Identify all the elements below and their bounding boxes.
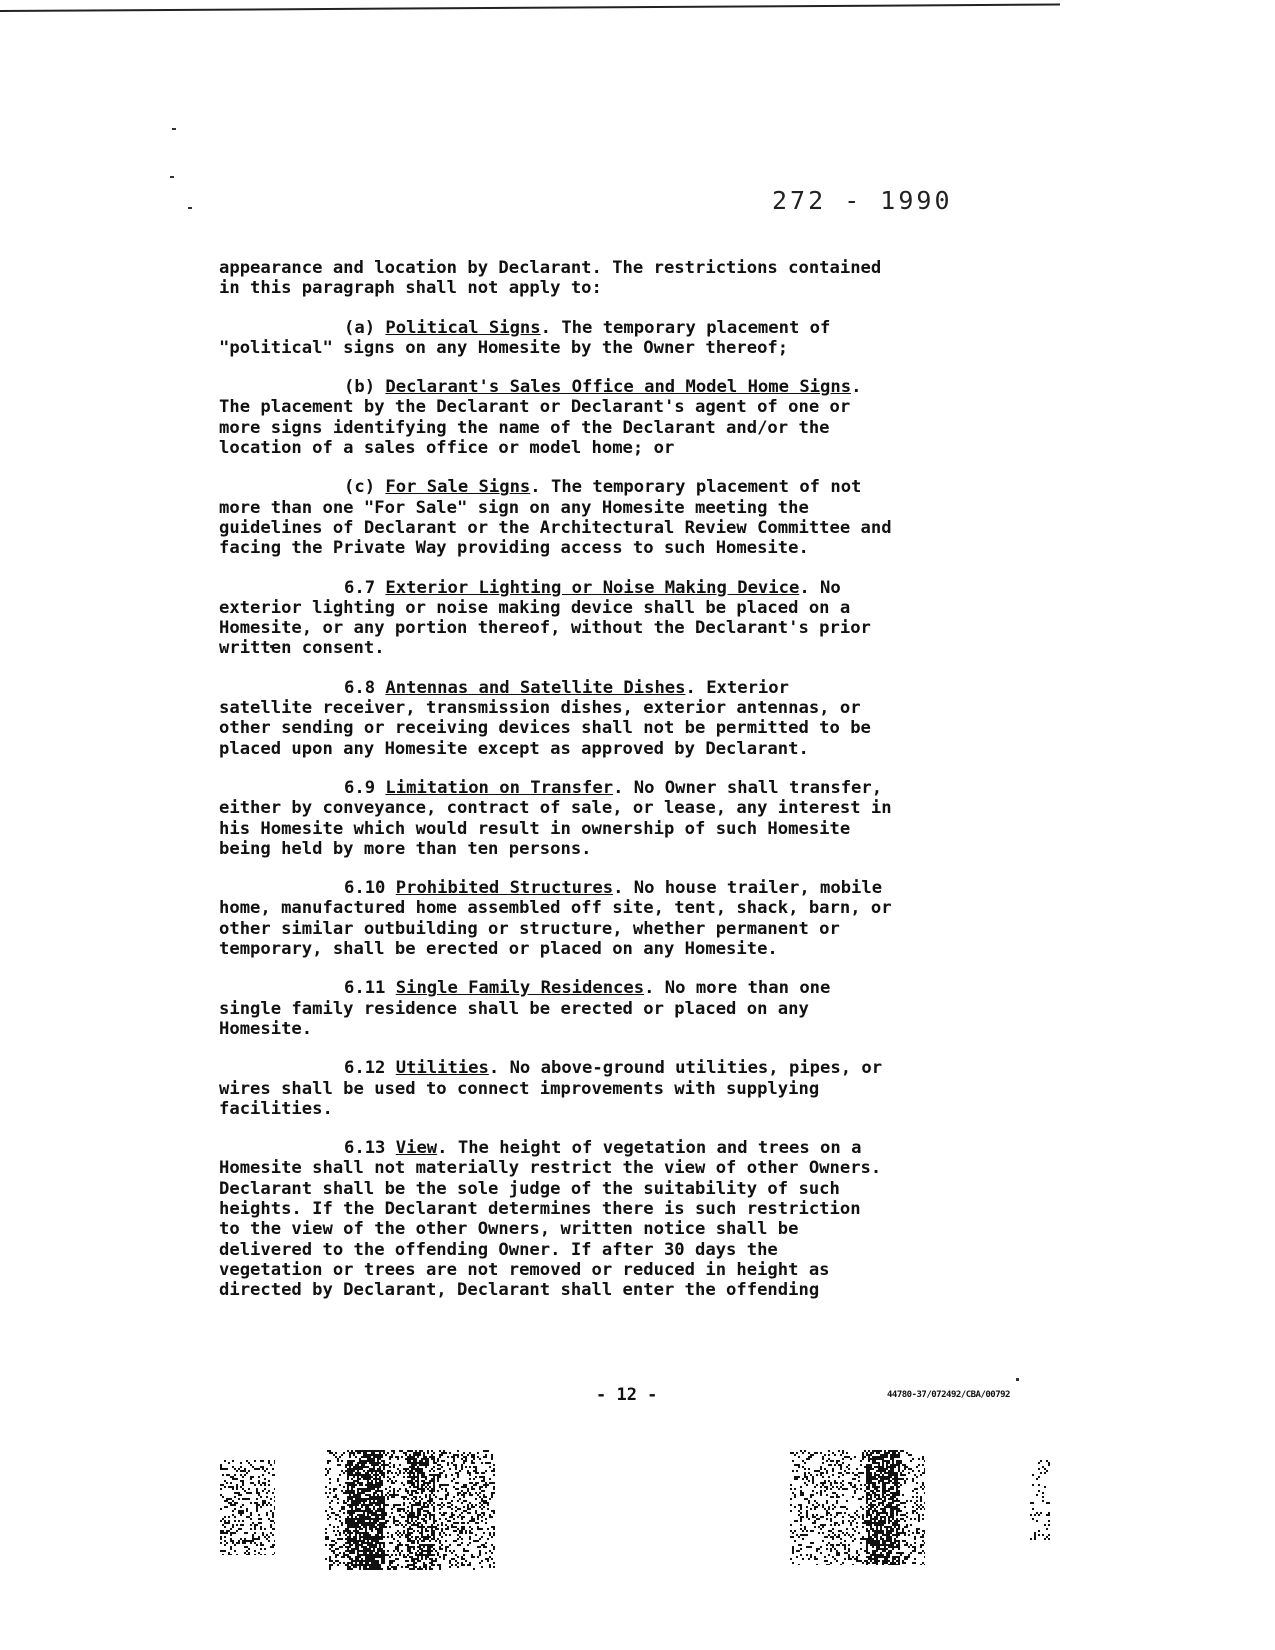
paragraph-text: . The height of vegetation and trees on a Homesite shall not materially restrict the view of other Owners. Declarant shall be the sole judge of the suitability of such heights. If the Declarant determines there is such restriction to the view of the other Owners, written notice shall be delivered to the offending Owner. If after 30 days the vegetation or trees are not removed or reduced in height as directed by Declarant, Declarant shall enter the offending <box>219 1138 882 1301</box>
section-number: 6.9 <box>344 777 386 798</box>
section-number: 6.13 <box>344 1138 396 1159</box>
page-number: - 12 - <box>596 1385 658 1405</box>
paragraph-text: . No more than one single family residence shall be erected or placed on any Homesite. <box>219 978 831 1039</box>
paragraph-6-7 <box>219 578 1039 659</box>
section-heading: Declarant's Sales Office and Model Home Signs <box>385 377 852 398</box>
document-body <box>219 258 1039 1319</box>
paragraph-6-8 <box>219 678 1039 759</box>
scan-noise-right-edge <box>1030 1460 1050 1540</box>
section-heading: Exterior Lighting or Noise Making Device <box>385 577 800 598</box>
scan-speck <box>172 128 176 130</box>
section-number: (c) <box>344 477 386 498</box>
scan-speck <box>188 207 192 209</box>
paragraph-text: . No house trailer, mobile home, manufactured home assembled off site, tent, shack, barn, or other similar outbuilding or structure, whether permanent or temporary, shall be erected or placed on any Homesite. <box>219 878 892 960</box>
section-number: 6.7 <box>344 577 386 598</box>
section-heading: View <box>395 1138 438 1159</box>
section-number: (b) <box>344 377 386 398</box>
paragraph-text: . The placement by the Declarant or Declarant's agent of one or more signs identifying the name of the Declarant and/or the location of a sales office or model home; or <box>219 377 862 459</box>
scan-speck <box>1016 1378 1019 1381</box>
paragraph-6-13 <box>219 1138 1039 1300</box>
paragraph-for-sale-signs <box>219 477 1039 558</box>
paragraph-political-signs <box>219 318 1039 359</box>
section-number: 6.8 <box>344 677 386 698</box>
section-heading: Prohibited Structures <box>395 878 614 899</box>
top-rule <box>0 4 1060 12</box>
section-number: (a) <box>344 317 386 338</box>
paragraph-text: . The temporary placement of "political" signs on any Homesite by the Owner thereof; <box>219 317 831 358</box>
paragraph-text: . Exterior satellite receiver, transmission dishes, exterior antennas, or other sending or receiving devices shall not be permitted to be placed upon any Homesite except as approved by Declarant. <box>219 677 871 759</box>
section-heading: Utilities <box>395 1058 489 1079</box>
section-number: 6.11 <box>344 978 396 999</box>
paragraph-intro <box>219 258 1039 299</box>
section-heading: Single Family Residences <box>395 978 645 999</box>
paragraph-sales-office-signs <box>219 377 1039 458</box>
recording-number: 272 - 1990 <box>772 186 953 215</box>
section-number: 6.10 <box>344 878 396 899</box>
section-heading: For Sale Signs <box>385 477 531 498</box>
scan-noise-right-large <box>790 1450 925 1565</box>
paragraph-text: . No above-ground utilities, pipes, or wires shall be used to connect improvements with supplying facilities. <box>219 1058 883 1119</box>
paragraph-6-12 <box>219 1058 1039 1119</box>
document-code: 44780-37/072492/CBA/00792 <box>887 1390 1010 1400</box>
paragraph-6-9 <box>219 778 1039 859</box>
paragraph-text: appearance and location by Declarant. The restrictions contained in this paragraph shall not apply to: <box>219 258 882 299</box>
scan-noise-left-small <box>220 1460 275 1555</box>
scan-speck <box>170 176 174 178</box>
scan-noise-left-large <box>325 1450 495 1570</box>
paragraph-text: . No Owner shall transfer, either by conveyance, contract of sale, or lease, any interest in his Homesite which would result in ownership of such Homesite being held by more than ten persons. <box>219 777 892 859</box>
section-heading: Political Signs <box>385 317 541 338</box>
section-number: 6.12 <box>344 1058 396 1079</box>
paragraph-6-11 <box>219 978 1039 1039</box>
section-heading: Limitation on Transfer <box>385 777 614 798</box>
paragraph-6-10 <box>219 878 1039 959</box>
paragraph-text: . No exterior lighting or noise making device shall be placed on a Homesite, or any portion thereof, without the Declarant's prior written consent. <box>219 577 871 659</box>
section-heading: Antennas and Satellite Dishes <box>385 677 686 698</box>
paragraph-text: . The temporary placement of not more than one "For Sale" sign on any Homesite meeting the guidelines of Declarant or the Architectural Review Committee and facing the Private Way providing access to such Homesite. <box>219 477 892 559</box>
